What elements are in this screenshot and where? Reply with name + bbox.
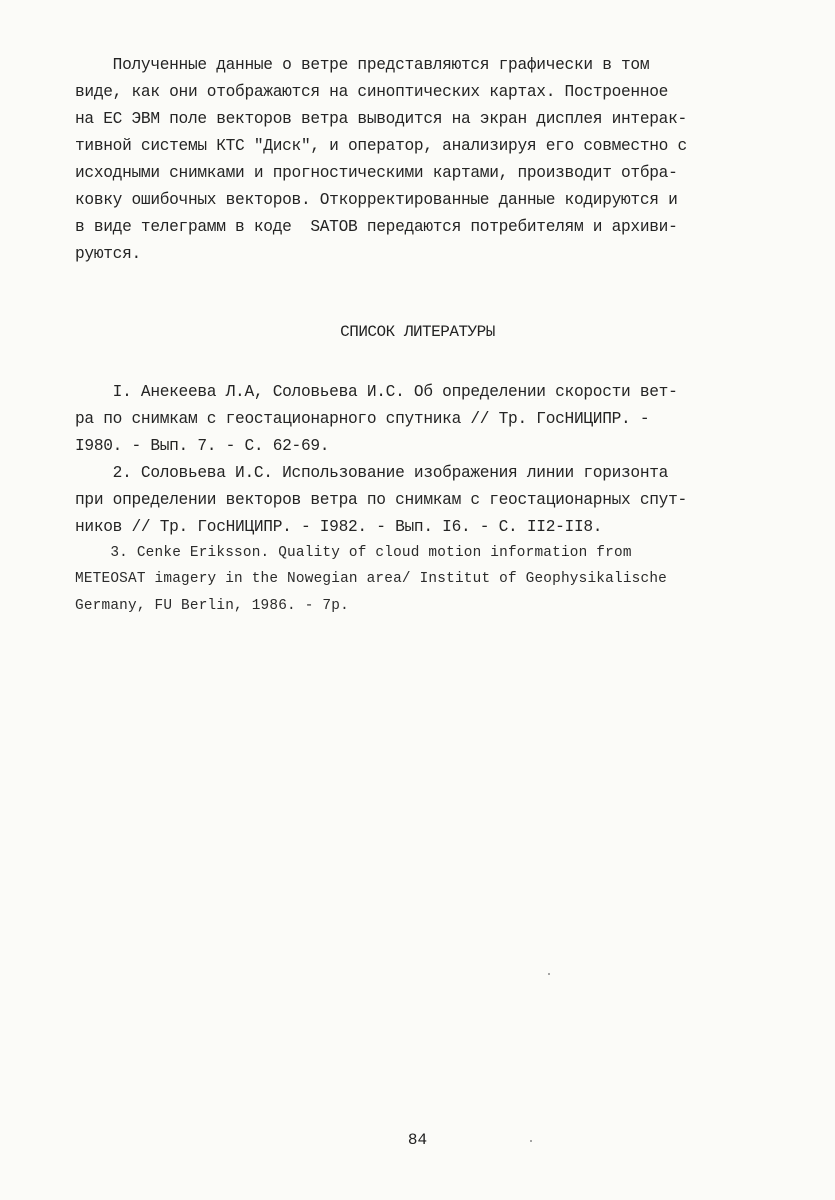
reference-line: ра по снимкам с геостационарного спутника // Тр. ГосНИЦИПР. - bbox=[75, 410, 650, 428]
paragraph-line: ковку ошибочных векторов. Откорректированные данные кодируются и bbox=[75, 191, 678, 209]
paragraph-line: Полученные данные о ветре представляются графически в том bbox=[75, 56, 650, 74]
reference-line: I980. - Вып. 7. - С. 62-69. bbox=[75, 437, 330, 455]
scan-speck bbox=[530, 1140, 532, 1142]
paragraph-line: виде, как они отображаются на синоптических картах. Построенное bbox=[75, 83, 669, 101]
paragraph-line: на ЕС ЭВМ поле векторов ветра выводится на экран дисплея интерак- bbox=[75, 110, 687, 128]
reference-line: METEOSAT imagery in the Nowegian area/ Institut of Geophysikalische bbox=[75, 571, 667, 587]
paragraph-line: руются. bbox=[75, 245, 141, 263]
reference-line: I. Анекеева Л.А, Соловьева И.С. Об определении скорости вет- bbox=[75, 383, 678, 401]
paragraph-line: тивной системы КТС "Диск", и оператор, анализируя его совместно с bbox=[75, 137, 687, 155]
reference-line: 2. Соловьева И.С. Использование изображения линии горизонта bbox=[75, 464, 669, 482]
reference-line: Germany, FU Berlin, 1986. - 7p. bbox=[75, 598, 349, 614]
reference-line: 3. Cenke Eriksson. Quality of cloud motion information from bbox=[75, 545, 632, 561]
references-heading: СПИСОК ЛИТЕРАТУРЫ bbox=[340, 323, 495, 341]
page-number: 84 bbox=[407, 1131, 428, 1149]
reference-line: ников // Тр. ГосНИЦИПР. - I982. - Вып. I6. - С. II2-II8. bbox=[75, 518, 603, 536]
paragraph-line: в виде телеграмм в коде SATOB передаются потребителям и архиви- bbox=[75, 218, 678, 236]
reference-line: при определении векторов ветра по снимкам с геостационарных спут- bbox=[75, 491, 687, 509]
paragraph-line: исходными снимками и прогностическими картами, производит отбра- bbox=[75, 164, 678, 182]
scan-speck bbox=[548, 973, 550, 975]
